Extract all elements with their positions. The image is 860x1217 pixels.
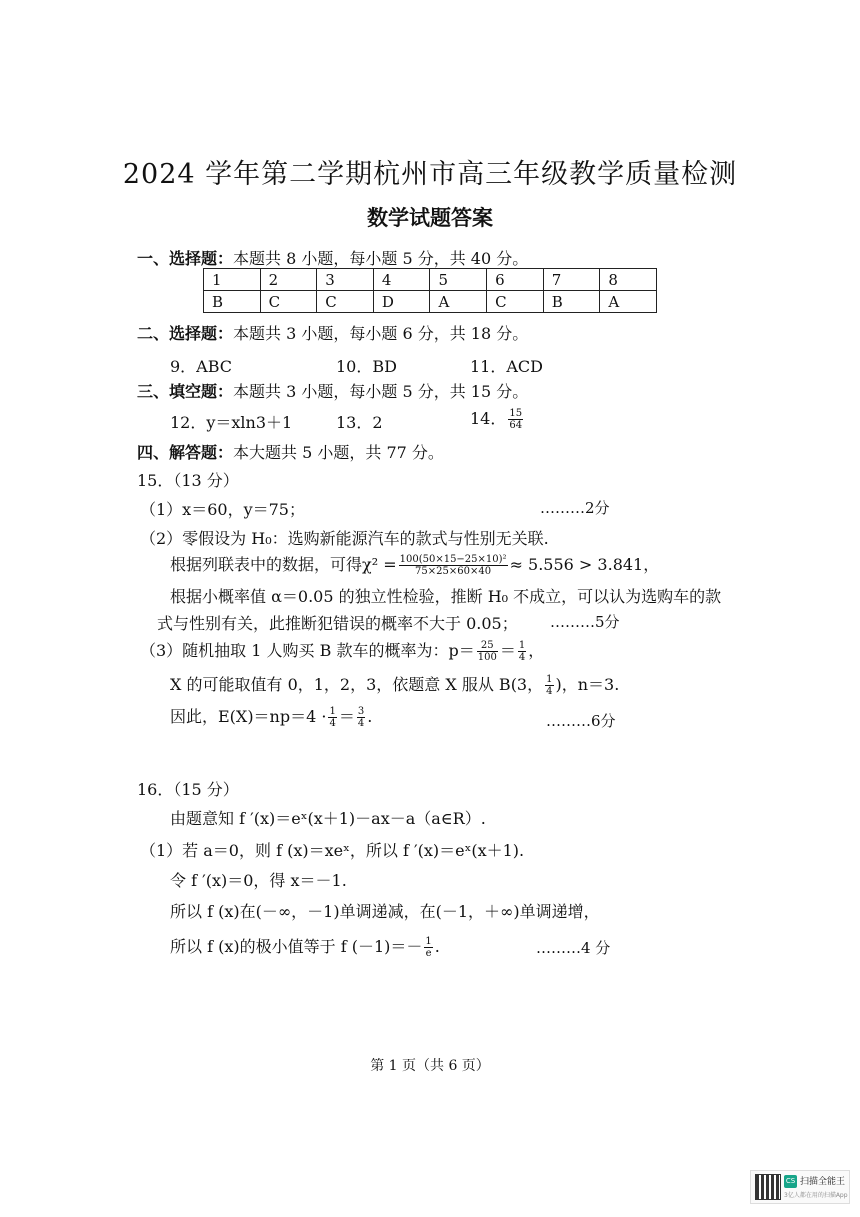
denominator: 75×25×60×40 bbox=[415, 566, 492, 577]
numerator: 1 bbox=[329, 706, 336, 717]
section3-desc: 本题共 3 小题，每小题 5 分，共 15 分。 bbox=[233, 382, 529, 401]
answer-number-cell: 7 bbox=[543, 269, 600, 291]
q15-part3-probability bbox=[140, 638, 544, 663]
answer-11: 11．ACD bbox=[470, 357, 543, 376]
numerator: 100(50×15−25×10)² bbox=[399, 554, 507, 565]
answer-number-cell: 2 bbox=[260, 269, 317, 291]
denominator: e bbox=[425, 948, 432, 959]
text: . bbox=[367, 707, 373, 726]
text: （3）随机抽取 1 人购买 B 款车的概率为：p＝ bbox=[140, 641, 475, 660]
answer-letter-cell: C bbox=[260, 291, 317, 313]
text: 根据列联表中的数据，可得χ² = bbox=[170, 555, 397, 574]
answer-number-cell: 6 bbox=[487, 269, 544, 291]
answer-9: 9．ABC bbox=[170, 357, 233, 376]
answer-number-cell: 5 bbox=[430, 269, 487, 291]
numerator: 1 bbox=[518, 640, 526, 651]
section4-label: 四、解答题： bbox=[137, 443, 234, 462]
qr-code-icon bbox=[755, 1174, 781, 1200]
section2-label: 二、选择题： bbox=[137, 324, 234, 343]
denominator: 4 bbox=[546, 686, 553, 697]
q16-part1-zero: 令 f ′(x)＝0，得 x＝－1. bbox=[170, 871, 347, 890]
text: ≈ 5.556 > 3.841， bbox=[509, 555, 660, 574]
q15-part2-hypothesis: （2）零假设为 H₀：选购新能源汽车的款式与性别无关联. bbox=[140, 529, 549, 548]
text: ， bbox=[528, 641, 545, 660]
fraction bbox=[477, 640, 498, 663]
scanner-tagline: 3亿人都在用的扫描App bbox=[784, 1192, 848, 1199]
camscanner-logo: CS bbox=[784, 1175, 797, 1188]
text: 所以 f (x)的极小值等于 f (－1)＝－ bbox=[170, 937, 423, 956]
numerator: 1 bbox=[425, 936, 432, 947]
answer-letter-cell: C bbox=[317, 291, 374, 313]
text: . bbox=[434, 937, 440, 956]
answer-letter-cell: C bbox=[487, 291, 544, 313]
q16-intro: 由题意知 f ′(x)＝eˣ(x＋1)－ax－a（a∈R）. bbox=[170, 809, 486, 828]
answer-letter-cell: A bbox=[600, 291, 657, 313]
numerator: 1 bbox=[546, 674, 553, 685]
section3-heading bbox=[137, 379, 528, 402]
denominator: 64 bbox=[509, 420, 523, 431]
section1-label: 一、选择题： bbox=[137, 249, 234, 268]
q15-part2-conclusion: 根据小概率值 α＝0.05 的独立性检验，推断 H₀ 不成立，可以认为选购车的款 bbox=[170, 587, 722, 606]
answer-number-cell: 8 bbox=[600, 269, 657, 291]
q15-part3-expectation bbox=[170, 704, 372, 729]
fraction bbox=[357, 706, 365, 729]
q16-part1-derivative: （1）若 a＝0，则 f (x)＝xeˣ，所以 f ′(x)＝eˣ(x＋1). bbox=[140, 841, 525, 860]
text: 因此，E(X)＝np＝4 · bbox=[170, 707, 327, 726]
text: )，n＝3. bbox=[555, 675, 620, 694]
section3-label: 三、填空题： bbox=[137, 382, 234, 401]
answer-letter-cell: B bbox=[543, 291, 600, 313]
answer-13: 13．2 bbox=[336, 413, 383, 432]
q15-part2-conclusion-cont: 式与性别有关，此推断犯错误的概率不大于 0.05； bbox=[157, 614, 518, 633]
document-title: 2024 学年第二学期杭州市高三年级教学质量检测 bbox=[122, 159, 738, 190]
q15-part3-score: ………6分 bbox=[546, 712, 616, 730]
denominator: 4 bbox=[329, 718, 336, 729]
q15-part1: （1）x＝60，y＝75； bbox=[140, 500, 305, 519]
section4-desc: 本大题共 5 小题，共 77 分。 bbox=[233, 443, 444, 462]
answer-letter-cell: A bbox=[430, 291, 487, 313]
q16-part1-monotonic: 所以 f (x)在(－∞，－1)单调递减，在(－1，＋∞)单调递增， bbox=[170, 902, 600, 921]
page-footer: 第 1 页（共 6 页） bbox=[370, 1058, 490, 1074]
section4-heading bbox=[137, 440, 444, 463]
answer-letter-cell: D bbox=[373, 291, 430, 313]
numerator: 3 bbox=[357, 706, 365, 717]
answer-number-cell: 4 bbox=[373, 269, 430, 291]
section2-desc: 本题共 3 小题，每小题 6 分，共 18 分。 bbox=[233, 324, 529, 343]
answer-number-cell: 3 bbox=[317, 269, 374, 291]
fraction bbox=[399, 554, 508, 577]
denominator: 100 bbox=[477, 652, 497, 663]
text: ＝ bbox=[338, 707, 355, 726]
text: X 的可能取值有 0，1，2，3，依题意 X 服从 B(3， bbox=[170, 675, 544, 694]
scanner-watermark bbox=[750, 1170, 850, 1204]
text: ＝ bbox=[499, 641, 516, 660]
q15-part1-score: ………2分 bbox=[540, 499, 610, 517]
q15-part2-score: ………5分 bbox=[550, 613, 620, 631]
fraction bbox=[518, 640, 526, 663]
fraction bbox=[545, 674, 553, 697]
document-subtitle: 数学试题答案 bbox=[367, 205, 493, 230]
answer-10: 10．BD bbox=[336, 357, 397, 376]
answer-12: 12．y＝xln3＋1 bbox=[170, 413, 293, 432]
answer-table-number-row bbox=[204, 269, 657, 291]
denominator: 4 bbox=[357, 718, 365, 729]
answer-letter-cell: B bbox=[204, 291, 261, 313]
numerator: 25 bbox=[477, 640, 498, 652]
answer-table-answer-row bbox=[204, 291, 657, 313]
section2-heading bbox=[137, 321, 528, 344]
q15-header: 15．（13 分） bbox=[137, 471, 239, 490]
scanner-app-name: 扫描全能王 bbox=[800, 1177, 846, 1187]
answer-14-label: 14． bbox=[470, 409, 507, 428]
fraction bbox=[508, 408, 523, 431]
q15-part2-chi-square bbox=[170, 552, 659, 577]
q16-header: 16．（15 分） bbox=[137, 780, 239, 799]
section1-desc: 本题共 8 小题，每小题 5 分，共 40 分。 bbox=[233, 249, 529, 268]
answer-14 bbox=[470, 406, 525, 431]
fraction bbox=[328, 706, 336, 729]
q16-part1-minimum bbox=[170, 934, 440, 959]
section1-heading bbox=[137, 246, 528, 269]
fraction bbox=[424, 936, 432, 959]
denominator: 4 bbox=[518, 652, 526, 663]
q15-part3-distribution bbox=[170, 672, 619, 697]
numerator: 15 bbox=[509, 408, 523, 419]
answer-number-cell: 1 bbox=[204, 269, 261, 291]
q16-part1-score: ………4 分 bbox=[536, 939, 611, 957]
answer-table bbox=[203, 268, 657, 313]
